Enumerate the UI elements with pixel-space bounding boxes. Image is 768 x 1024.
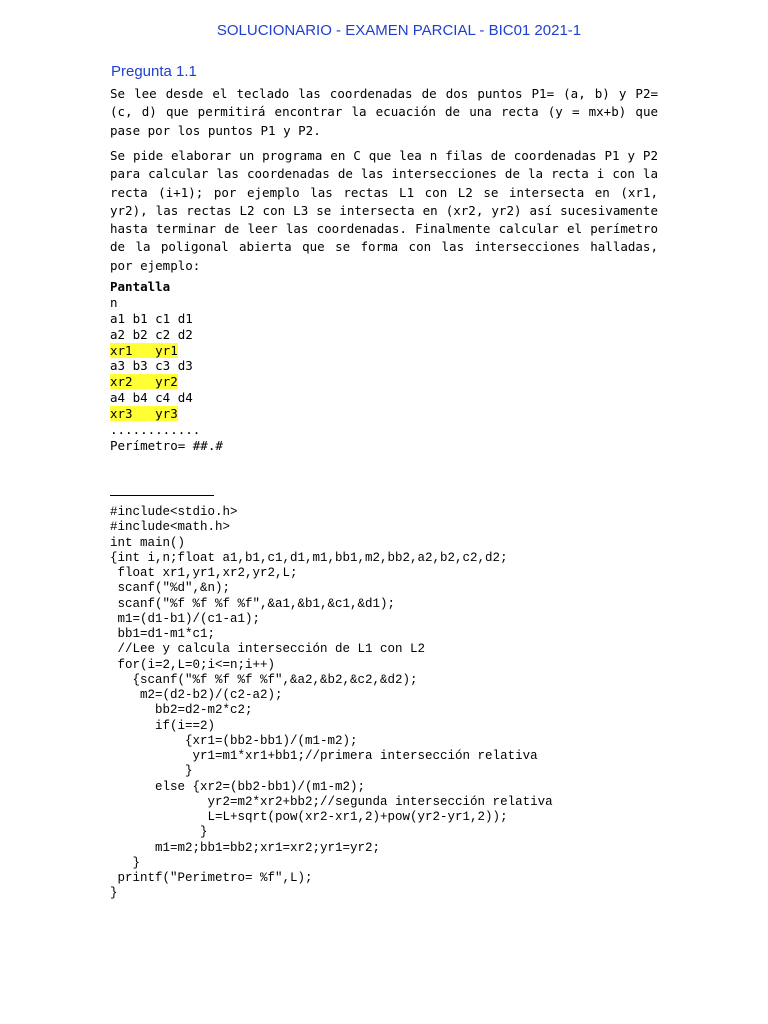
- code-line: yr1=m1*xr1+bb1;//primera intersección relativa: [110, 749, 538, 763]
- code-block: [110, 505, 553, 902]
- screen-text: a3 b3 c3 d3: [110, 358, 193, 374]
- screen-text: a1 b1 c1 d1: [110, 310, 193, 326]
- highlighted-output: xr3 yr3: [110, 406, 178, 422]
- code-line: printf("Perimetro= %f",L);: [110, 871, 313, 885]
- screen-text: a4 b4 c4 d4: [110, 390, 193, 406]
- code-line: }: [110, 825, 208, 840]
- screen-title: Pantalla: [110, 279, 171, 294]
- screen-line: [110, 438, 223, 454]
- code-line: if(i==2): [110, 718, 216, 733]
- screen-line: [110, 390, 223, 406]
- code-line: bb2=d2-m2*c2;: [110, 703, 253, 718]
- code-line: scanf("%f %f %f %f",&a1,&b1,&c1,&d1);: [110, 596, 396, 611]
- screen-text: ............: [110, 422, 201, 438]
- screen-text: n: [110, 294, 118, 310]
- code-line: for(i=2,L=0;i<=n;i++): [110, 657, 276, 672]
- code-line: {xr1=(bb2-bb1)/(m1-m2);: [110, 733, 358, 748]
- code-line: yr2=m2*xr2+bb2;//segunda intersección relativa: [110, 794, 553, 809]
- code-line: m1=(d1-b1)/(c1-a1);: [110, 611, 261, 626]
- code-line: #include<math.h>: [110, 520, 231, 535]
- screen-line: [110, 311, 223, 327]
- screen-line: [110, 406, 223, 422]
- code-line: {scanf("%f %f %f %f",&a2,&b2,&c2,&d2);: [110, 672, 418, 687]
- screen-line: [110, 374, 223, 390]
- question-paragraph-2: Se pide elaborar un programa en C que lea n filas de coordenadas P1 y P2 para calcular las coordenadas de las intersecciones de la recta i con la recta (i+1); por ejemplo las rectas L1 con L2 se intersecta en (xr1, yr2), las rectas L2 con L3 se intersecta en (xr2, yr2) así sucesivamente hasta terminar de leer las coordenadas. Finalmente calcular el perímetro de la poligonal abierta que se forma con las intersecciones halladas, por ejemplo:: [110, 148, 658, 273]
- code-line: {int i,n;float a1,b1,c1,d1,m1,bb1,m2,bb2,a2,b2,c2,d2;: [110, 550, 508, 565]
- code-line: }: [110, 764, 193, 779]
- code-line: scanf("%d",&n);: [110, 581, 231, 596]
- code-line: L=L+sqrt(pow(xr2-xr1,2)+pow(yr2-yr1,2));: [110, 810, 508, 824]
- screen-example: [110, 279, 223, 454]
- code-line: int main(): [110, 535, 186, 550]
- code-line: #include<stdio.h>: [110, 505, 238, 519]
- code-line: bb1=d1-m1*c1;: [110, 627, 216, 641]
- screen-lines: [110, 295, 223, 454]
- code-line: }: [110, 855, 141, 870]
- question-label: Pregunta 1.1: [111, 63, 197, 80]
- screen-line: [110, 327, 223, 343]
- code-line: m1=m2;bb1=bb2;xr1=xr2;yr1=yr2;: [110, 840, 381, 855]
- code-line: float xr1,yr1,xr2,yr2,L;: [110, 566, 298, 580]
- screen-line: [110, 358, 223, 374]
- screen-line: [110, 295, 223, 311]
- screen-text: Perímetro= ##.#: [110, 437, 223, 453]
- code-line: //Lee y calcula intersección de L1 con L2: [110, 642, 426, 657]
- code-line: else {xr2=(bb2-bb1)/(m1-m2);: [110, 779, 366, 794]
- document-header: SOLUCIONARIO - EXAMEN PARCIAL - BIC01 2021-1: [216, 22, 582, 39]
- screen-line: [110, 422, 223, 438]
- highlighted-output: xr2 yr2: [110, 374, 178, 390]
- code-line: }: [110, 886, 118, 901]
- screen-line: [110, 343, 223, 359]
- question-paragraph-1: Se lee desde el teclado las coordenadas de dos puntos P1= (a, b) y P2= (c, d) que permitirá encontrar la ecuación de una recta (y = mx+b) que pase por los puntos P1 y P2.: [110, 86, 658, 138]
- code-line: m2=(d2-b2)/(c2-a2);: [110, 688, 283, 702]
- highlighted-output: xr1 yr1: [110, 342, 178, 358]
- screen-text: a2 b2 c2 d2: [110, 326, 193, 342]
- separator-line: [110, 495, 214, 496]
